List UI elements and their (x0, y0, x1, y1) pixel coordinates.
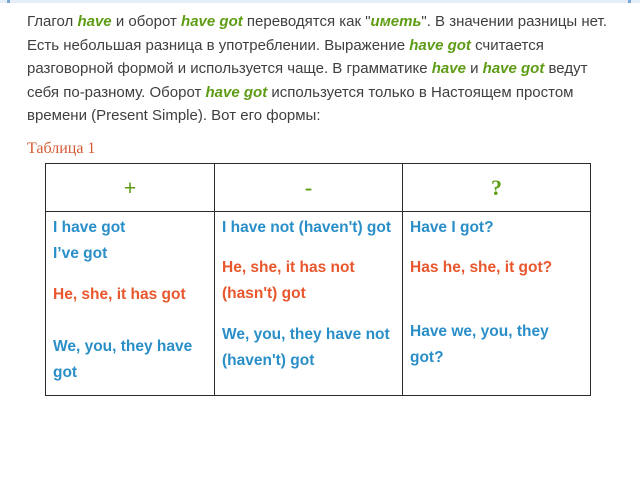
header-positive: + (46, 164, 215, 212)
strip-marker-left (7, 0, 10, 3)
form-text: I’ve got (53, 245, 108, 262)
text: Есть небольшая разница в употреблении. Выражение (27, 36, 410, 54)
para-line-1 (27, 13, 607, 30)
text: используется только в Настоящем простом (267, 83, 574, 101)
header-negative: - (215, 164, 403, 212)
para-line-3 (27, 60, 587, 77)
text: разговорной формой и используется чаще. В грамматике (27, 60, 432, 77)
text: Глагол (27, 13, 78, 30)
form-text: He, she, it has not (222, 259, 355, 276)
text: и оборот (111, 13, 182, 30)
table-row (46, 212, 591, 396)
form-text: He, she, it has got (53, 286, 186, 303)
text: и (465, 60, 483, 77)
header-question: ? (403, 164, 591, 212)
keyword: have (431, 60, 466, 77)
text: переводятся как " (242, 13, 371, 30)
form-text: I have not (haven't) got (222, 219, 392, 236)
para-line-4 (27, 84, 574, 101)
question-forms-cell (403, 212, 591, 396)
form-text: (hasn't) got (222, 285, 306, 302)
intro-paragraph (27, 10, 617, 128)
form-text: We, you, they have (53, 338, 193, 355)
text: себя по-разному. Оборот (27, 83, 206, 101)
para-line-5 (27, 107, 321, 124)
table-header-row (46, 164, 591, 212)
text: ". В значении разницы нет. (421, 13, 607, 30)
keyword: have got (181, 13, 243, 30)
form-text: Have we, you, they (410, 323, 549, 340)
form-text: We, you, they have not (222, 326, 390, 343)
strip-marker-right (628, 0, 631, 3)
para-line-2 (27, 37, 544, 54)
keyword: иметь (370, 13, 422, 30)
keyword: have got (482, 60, 545, 77)
text: времени (Present Simple). Вот его формы: (27, 107, 321, 124)
have-got-forms-table (45, 163, 591, 396)
form-text: Has he, she, it got? (410, 259, 553, 276)
form-text: got? (410, 349, 444, 366)
positive-forms-cell (46, 212, 215, 396)
negative-forms-cell (215, 212, 403, 396)
form-text: got (53, 364, 78, 381)
form-text: (haven't) got (222, 352, 315, 369)
form-text: I have got (53, 219, 126, 236)
top-strip (0, 0, 640, 3)
text: считается (470, 36, 544, 54)
table-caption: Таблица 1 (27, 140, 96, 157)
keyword: have got (409, 36, 471, 54)
keyword: have got (205, 83, 268, 101)
keyword: have (77, 13, 112, 30)
text: ведут (544, 60, 588, 77)
form-text: Have I got? (410, 219, 494, 236)
